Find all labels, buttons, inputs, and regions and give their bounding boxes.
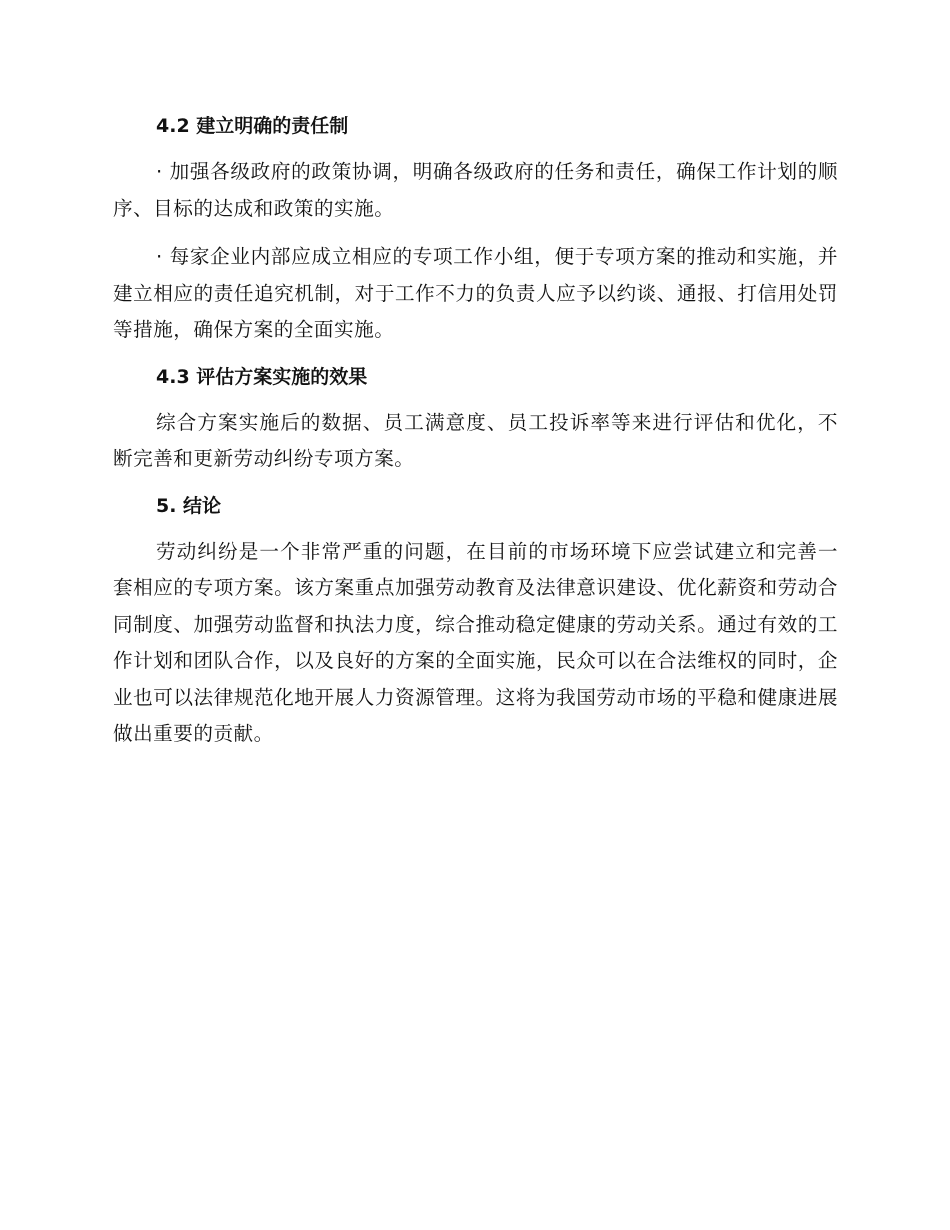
section-heading-4-3: 4.3 评估方案实施的效果 bbox=[156, 365, 368, 388]
conclusion-paragraph: 劳动纠纷是一个非常严重的问题，在目前的市场环境下应尝试建立和完善一套相应的专项方案。该方案重点加强劳动教育及法律意识建设、优化薪资和劳动合同制度、加强劳动监督和执法力度，综合推动稳定健康的劳动关系。通过有效的工作计划和团队合作，以及良好的方案的全面实施，民众可以在合法维权的同时，企业也可以法律规范化地开展人力资源管理。这将为我国劳动市场的平稳和健康进展做出重要的贡献。 bbox=[113, 539, 838, 745]
bullet-item: · 每家企业内部应成立相应的专项工作小组，便于专项方案的推动和实施，并建立相应的责任追究机制，对于工作不力的负责人应予以约谈、通报、打信用处罚等措施，确保方案的全面实施。 bbox=[113, 245, 838, 341]
bullet-item: · 加强各级政府的政策协调，明确各级政府的任务和责任，确保工作计划的顺序、目标的达成和政策的实施。 bbox=[113, 160, 838, 220]
section-paragraph-4-3: 综合方案实施后的数据、员工满意度、员工投诉率等来进行评估和优化，不断完善和更新劳动纠纷专项方案。 bbox=[113, 410, 838, 470]
section-heading-4-2: 4.2 建立明确的责任制 bbox=[156, 115, 349, 137]
section-heading-5: 5. 结论 bbox=[156, 494, 222, 517]
document-page bbox=[113, 108, 838, 753]
